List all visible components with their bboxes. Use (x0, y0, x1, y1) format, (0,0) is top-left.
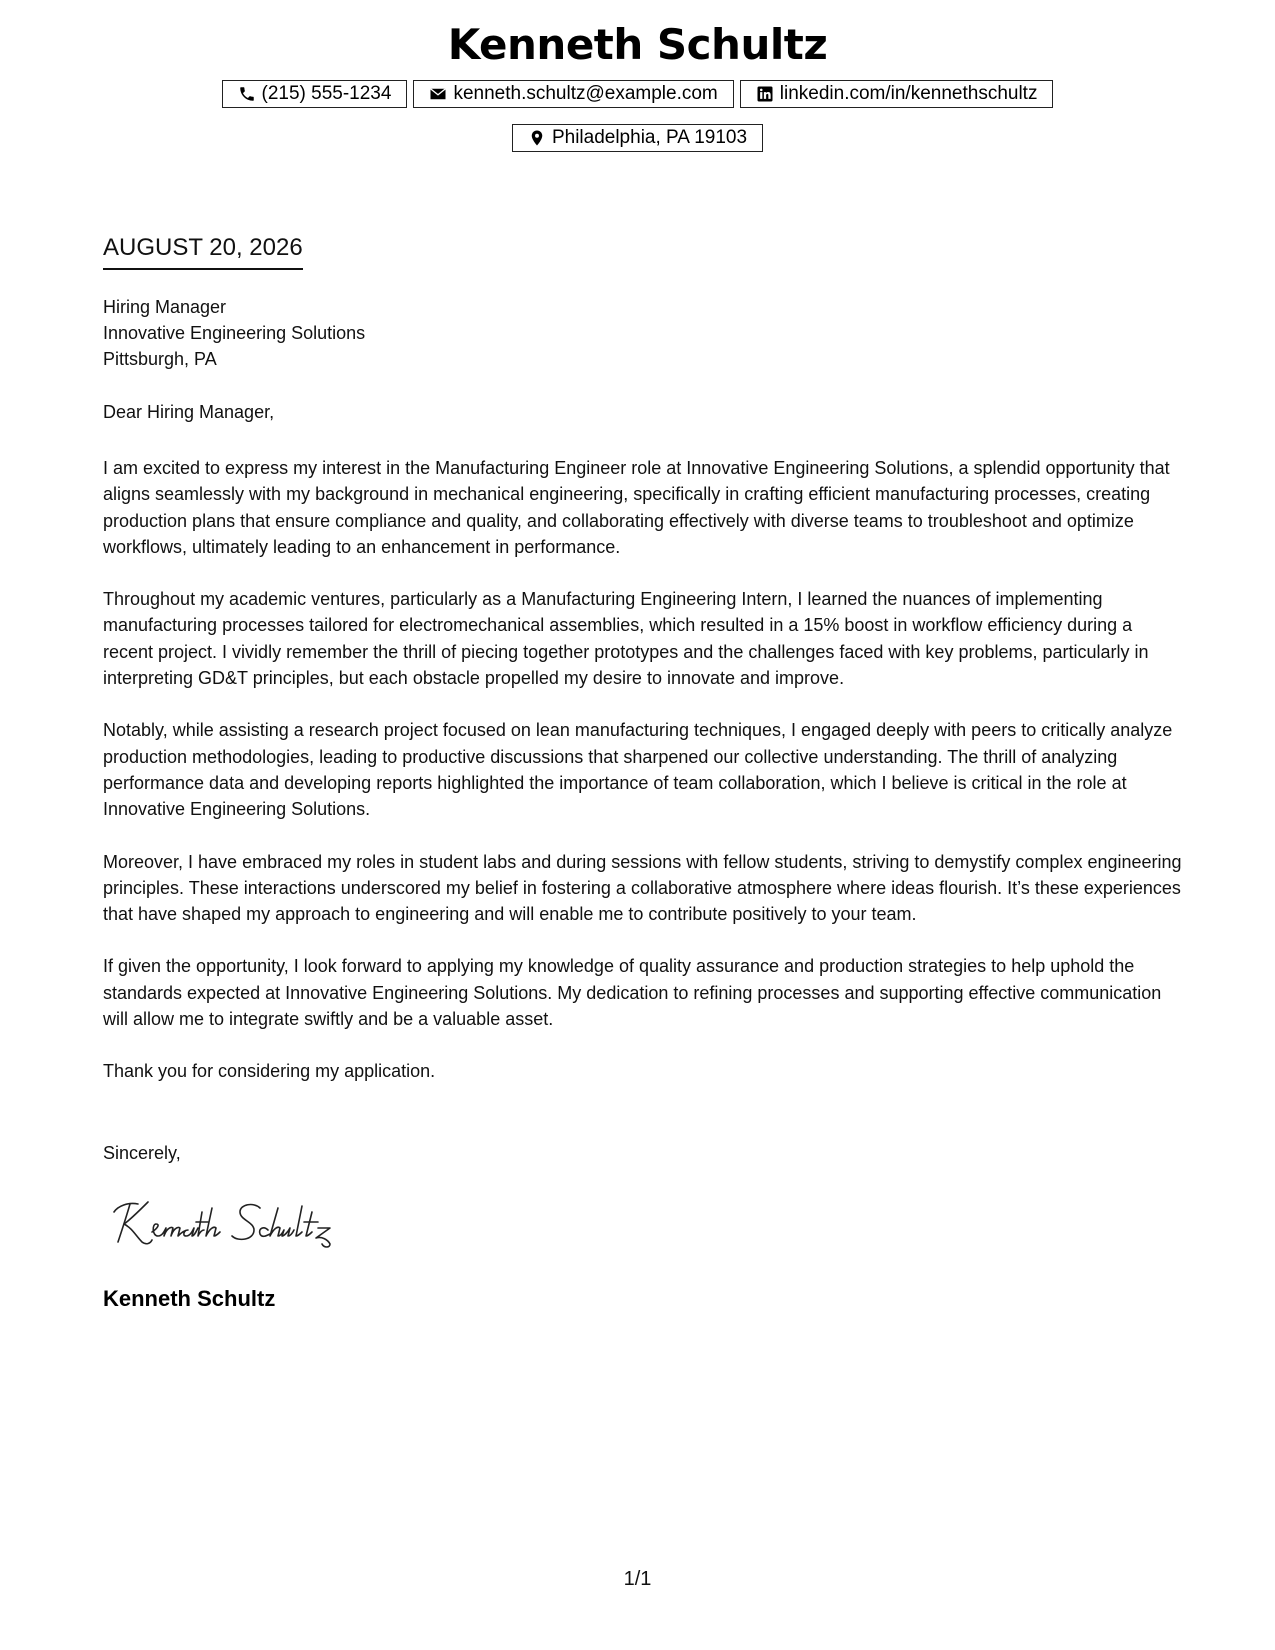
location-text: Philadelphia, PA 19103 (551, 127, 748, 148)
location-chip (512, 124, 763, 152)
page-indicator: 1/1 (623, 1568, 652, 1590)
signer-name: Kenneth Schultz (103, 1286, 276, 1311)
email-chip[interactable] (413, 80, 733, 108)
map-pin-icon (528, 129, 546, 147)
envelope-icon (429, 85, 447, 103)
recipient-city: Pittsburgh, PA (103, 349, 217, 369)
phone-text: (215) 555-1234 (261, 83, 392, 104)
body-paragraph: Notably, while assisting a research project focused on lean manufacturing techniques, I engaged deeply with peers to critically analyze production methodologies, leading to productive discussions that sharpened our collective understanding. The thrill of analyzing performance data and developing reports highlighted the importance of team collaboration, which I believe is critical in the role at Innovative Engineering Solutions. (103, 720, 1173, 820)
phone-icon (238, 85, 256, 103)
body-paragraph: Moreover, I have embraced my roles in student labs and during sessions with fellow students, striving to demystify complex engineering principles. These interactions underscored my belief in fostering a collaborative atmosphere where ideas flourish. It’s these experiences that have shaped my approach to engineering and will enable me to contribute positively to your team. (103, 851, 1182, 925)
linkedin-chip[interactable] (740, 80, 1054, 108)
body-paragraph: If given the opportunity, I look forward to applying my knowledge of quality assurance and production strategies to help uphold the standards expected at Innovative Engineering Solutions. My dedication to refining processes and supporting effective communication will allow me to integrate swiftly and be a valuable asset. (103, 956, 1162, 1030)
body-paragraph: Throughout my academic ventures, particularly as a Manufacturing Engineering Intern, I learned the nuances of implementing manufacturing processes tailored for electromechanical assemblies, which resulted in a 15% boost in workflow efficiency during a recent project. I vividly remember the thrill of piecing together prototypes and the challenges faced with key problems, particularly in interpreting GD&T principles, but each obstacle propelled my desire to innovate and improve. (103, 589, 1149, 689)
phone-chip[interactable] (222, 80, 408, 108)
salutation: Dear Hiring Manager, (103, 402, 275, 422)
linkedin-text: linkedin.com/in/kennethschultz (779, 83, 1038, 104)
recipient-title: Hiring Manager (103, 297, 227, 317)
applicant-name: Kenneth Schultz (447, 20, 828, 69)
handwritten-signature (108, 1190, 368, 1250)
contact-bar (60, 80, 1215, 152)
closing: Sincerely, (103, 1143, 181, 1163)
letter-body (103, 455, 1183, 1111)
body-paragraph: I am excited to express my interest in the Manufacturing Engineer role at Innovative Engineering Solutions, a splendid opportunity that aligns seamlessly with my background in mechanical engineering, specifically in crafting efficient manufacturing processes, creating production plans that ensure compliance and quality, and collaborating effectively with diverse teams to troubleshoot and optimize workflows, ultimately leading to an enhancement in performance. (103, 458, 1170, 557)
recipient-company: Innovative Engineering Solutions (103, 323, 366, 343)
linkedin-icon (756, 85, 774, 103)
body-paragraph: Thank you for considering my application. (103, 1061, 436, 1082)
recipient-block (103, 294, 365, 372)
email-text: kenneth.schultz@example.com (453, 83, 718, 104)
letter-date: AUGUST 20, 2026 (103, 234, 303, 270)
